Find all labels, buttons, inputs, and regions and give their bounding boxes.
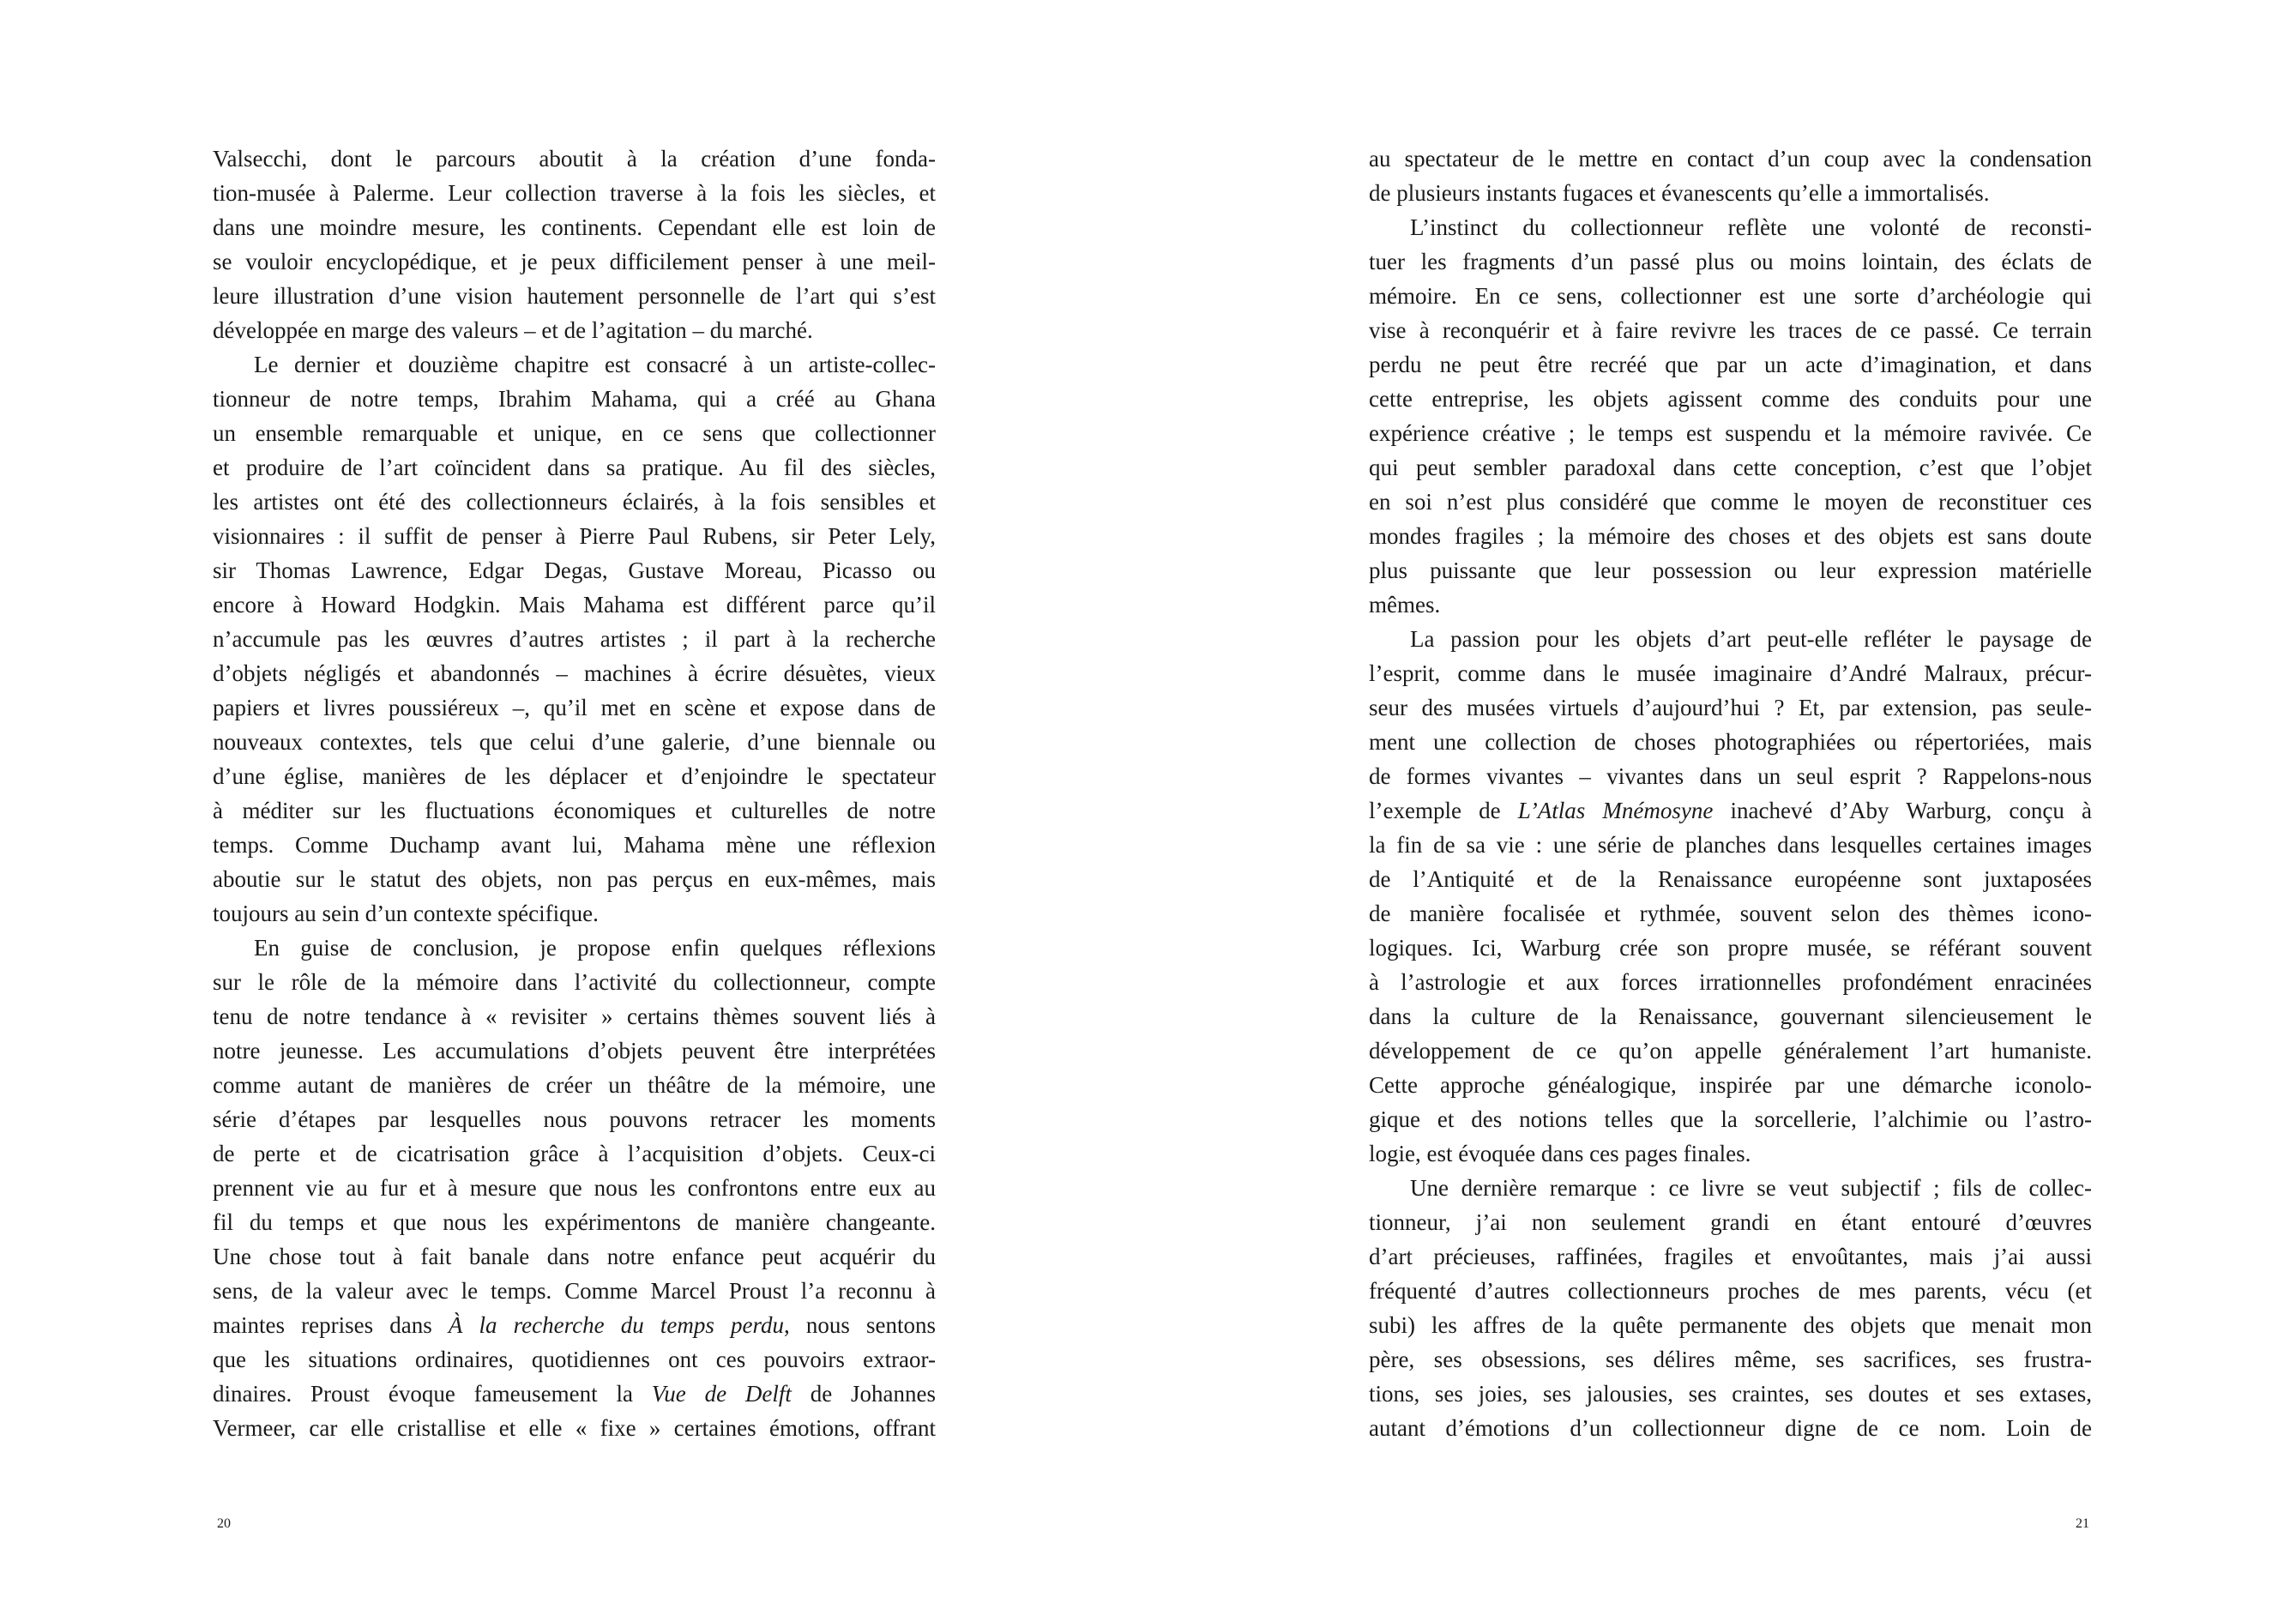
text-line: sir Thomas Lawrence, Edgar Degas, Gustave Moreau, Picasso ou — [213, 557, 936, 583]
text-segment: de Johannes — [791, 1381, 936, 1407]
page-number-left: 20 — [217, 1516, 231, 1531]
text-line — [1369, 793, 2092, 828]
text-line: toujours au sein d’un contexte spécifique. — [213, 901, 599, 926]
text-line: ment une collection de choses photographiées ou répertoriées, mais — [1369, 729, 2092, 755]
italic-title: Vue de Delft — [651, 1381, 792, 1407]
left-page-text — [213, 142, 936, 1445]
text-line — [213, 1377, 936, 1411]
text-line: prennent vie au fur et à mesure que nous les confrontons entre eux au — [213, 1175, 936, 1201]
text-segment: maintes reprises dans — [213, 1312, 449, 1338]
text-line: série d’étapes par lesquelles nous pouvons retracer les moments — [213, 1106, 936, 1132]
text-line: papiers et livres poussiéreux –, qu’il met en scène et expose dans de — [213, 695, 936, 720]
text-line: logiques. Ici, Warburg crée son propre musée, se référant souvent — [1369, 935, 2092, 961]
text-line: gique et des notions telles que la sorcellerie, l’alchimie ou l’astro- — [1369, 1106, 2092, 1132]
text-line: visionnaires : il suffit de penser à Pierre Paul Rubens, sir Peter Lely, — [213, 523, 936, 549]
text-line: d’objets négligés et abandonnés – machines à écrire désuètes, vieux — [213, 660, 936, 686]
text-line: aboutie sur le statut des objets, non pas perçus en eux-mêmes, mais — [213, 866, 936, 892]
text-line: dans la culture de la Renaissance, gouvernant silencieusement le — [1369, 1003, 2092, 1029]
text-line: tionneur, j’ai non seulement grandi en étant entouré d’œuvres — [1369, 1209, 2092, 1235]
text-segment: inachevé d’Aby Warburg, conçu à — [1713, 798, 2092, 823]
text-line: se vouloir encyclopédique, et je peux difficilement penser à une meil- — [213, 249, 936, 274]
text-line: Vermeer, car elle cristallise et elle « fixe » certaines émotions, offrant — [213, 1415, 936, 1441]
text-line: père, ses obsessions, ses délires même, ses sacrifices, ses frustra- — [1369, 1347, 2092, 1372]
text-line: dans une moindre mesure, les continents. Cependant elle est loin de — [213, 214, 936, 240]
text-line: mêmes. — [1369, 592, 1441, 618]
text-line: de formes vivantes – vivantes dans un seul esprit ? Rappelons-nous — [1369, 763, 2092, 789]
text-line: perdu ne peut être recréé que par un acte d’imagination, et dans — [1369, 352, 2092, 377]
text-line: Cette approche généalogique, inspirée par une démarche iconolo- — [1369, 1072, 2092, 1098]
text-line: fréquenté d’autres collectionneurs proches de mes parents, vécu (et — [1369, 1278, 2092, 1304]
italic-title: L’Atlas Mnémosyne — [1517, 798, 1714, 823]
text-line: développement de ce qu’on appelle généralement l’art humaniste. — [1369, 1038, 2092, 1064]
text-line: Une dernière remarque : ce livre se veut subjectif ; fils de collec- — [1410, 1175, 2092, 1201]
text-line: mondes fragiles ; la mémoire des choses et des objets est sans doute — [1369, 523, 2092, 549]
text-line: tionneur de notre temps, Ibrahim Mahama, qui a créé au Ghana — [213, 386, 936, 412]
text-line: tenu de notre tendance à « revisiter » certains thèmes souvent liés à — [213, 1003, 936, 1029]
italic-title: À la recherche du temps perdu — [448, 1312, 784, 1338]
text-line: et produire de l’art coïncident dans sa pratique. Au fil des siècles, — [213, 455, 936, 480]
text-line: mémoire. En ce sens, collectionner est une sorte d’archéologie qui — [1369, 283, 2092, 309]
text-segment: l’exemple de — [1369, 798, 1518, 823]
text-line: nouveaux contextes, tels que celui d’une galerie, d’une biennale ou — [213, 729, 936, 755]
text-line: expérience créative ; le temps est suspendu et la mémoire ravivée. Ce — [1369, 420, 2092, 446]
text-line: l’esprit, comme dans le musée imaginaire d’André Malraux, précur- — [1369, 660, 2092, 686]
text-line: temps. Comme Duchamp avant lui, Mahama mène une réflexion — [213, 832, 936, 858]
text-line: de plusieurs instants fugaces et évanescents qu’elle a immortalisés. — [1369, 180, 1990, 206]
text-line: fil du temps et que nous les expérimentons de manière changeante. — [213, 1209, 936, 1235]
text-line: tuer les fragments d’un passé plus ou moins lointain, des éclats de — [1369, 249, 2092, 274]
text-line: seur des musées virtuels d’aujourd’hui ? Et, par extension, pas seule- — [1369, 695, 2092, 720]
text-line: d’une église, manières de les déplacer et d’enjoindre le spectateur — [213, 763, 936, 789]
text-line: tions, ses joies, ses jalousies, ses craintes, ses doutes et ses extases, — [1369, 1381, 2092, 1407]
text-line: sur le rôle de la mémoire dans l’activité du collectionneur, compte — [213, 969, 936, 995]
text-line: autant d’émotions d’un collectionneur digne de ce nom. Loin de — [1369, 1415, 2092, 1441]
text-line: leure illustration d’une vision hautement personnelle de l’art qui s’est — [213, 283, 936, 309]
page-number-right: 21 — [2076, 1516, 2089, 1531]
text-line: Le dernier et douzième chapitre est consacré à un artiste-collec- — [254, 352, 936, 377]
text-line: Valsecchi, dont le parcours aboutit à la création d’une fonda- — [213, 146, 936, 172]
text-line — [213, 1308, 936, 1342]
text-line: d’art précieuses, raffinées, fragiles et envoûtantes, mais j’ai aussi — [1369, 1244, 2092, 1269]
text-line: un ensemble remarquable et unique, en ce sens que collectionner — [213, 420, 936, 446]
text-line: cette entreprise, les objets agissent comme des conduits pour une — [1369, 386, 2092, 412]
right-page-text — [1369, 142, 2092, 1445]
text-line: plus puissante que leur possession ou leur expression matérielle — [1369, 557, 2092, 583]
text-line: au spectateur de le mettre en contact d’un coup avec la condensation — [1369, 146, 2092, 172]
text-line: logie, est évoquée dans ces pages finales. — [1369, 1141, 1751, 1166]
text-line: de l’Antiquité et de la Renaissance européenne sont juxtaposées — [1369, 866, 2092, 892]
text-line: les artistes ont été des collectionneurs éclairés, à la fois sensibles et — [213, 489, 936, 515]
text-line: la fin de sa vie : une série de planches dans lesquelles certaines images — [1369, 832, 2092, 858]
text-line: de perte et de cicatrisation grâce à l’acquisition d’objets. Ceux-ci — [213, 1141, 936, 1166]
text-line: La passion pour les objets d’art peut-elle refléter le paysage de — [1410, 626, 2092, 652]
text-line: encore à Howard Hodgkin. Mais Mahama est différent parce qu’il — [213, 592, 936, 618]
text-line: en soi n’est plus considéré que comme le moyen de reconstituer ces — [1369, 489, 2092, 515]
text-line: à l’astrologie et aux forces irrationnelles profondément enracinées — [1369, 969, 2092, 995]
text-line: vise à reconquérir et à faire revivre les traces de ce passé. Ce terrain — [1369, 317, 2092, 343]
text-line: à méditer sur les fluctuations économiques et culturelles de notre — [213, 798, 936, 823]
text-segment: , nous sentons — [783, 1312, 937, 1338]
text-line: développée en marge des valeurs – et de l’agitation – du marché. — [213, 317, 813, 343]
text-line: n’accumule pas les œuvres d’autres artistes ; il part à la recherche — [213, 626, 936, 652]
text-segment: dinaires. Proust évoque fameusement la — [213, 1381, 652, 1407]
text-line: qui peut sembler paradoxal dans cette conception, c’est que l’objet — [1369, 455, 2092, 480]
text-line: comme autant de manières de créer un théâtre de la mémoire, une — [213, 1072, 936, 1098]
text-line: notre jeunesse. Les accumulations d’objets peuvent être interprétées — [213, 1038, 936, 1064]
text-line: subi) les affres de la quête permanente des objets que menait mon — [1369, 1312, 2092, 1338]
text-line: tion-musée à Palerme. Leur collection traverse à la fois les siècles, et — [213, 180, 936, 206]
text-line: de manière focalisée et rythmée, souvent selon des thèmes icono- — [1369, 901, 2092, 926]
text-line: L’instinct du collectionneur reflète une volonté de reconsti- — [1410, 214, 2092, 240]
text-line: que les situations ordinaires, quotidiennes ont ces pouvoirs extraor- — [213, 1347, 936, 1372]
text-line: Une chose tout à fait banale dans notre enfance peut acquérir du — [213, 1244, 936, 1269]
text-line: sens, de la valeur avec le temps. Comme Marcel Proust l’a reconnu à — [213, 1278, 936, 1304]
text-line: En guise de conclusion, je propose enfin quelques réflexions — [254, 935, 936, 961]
